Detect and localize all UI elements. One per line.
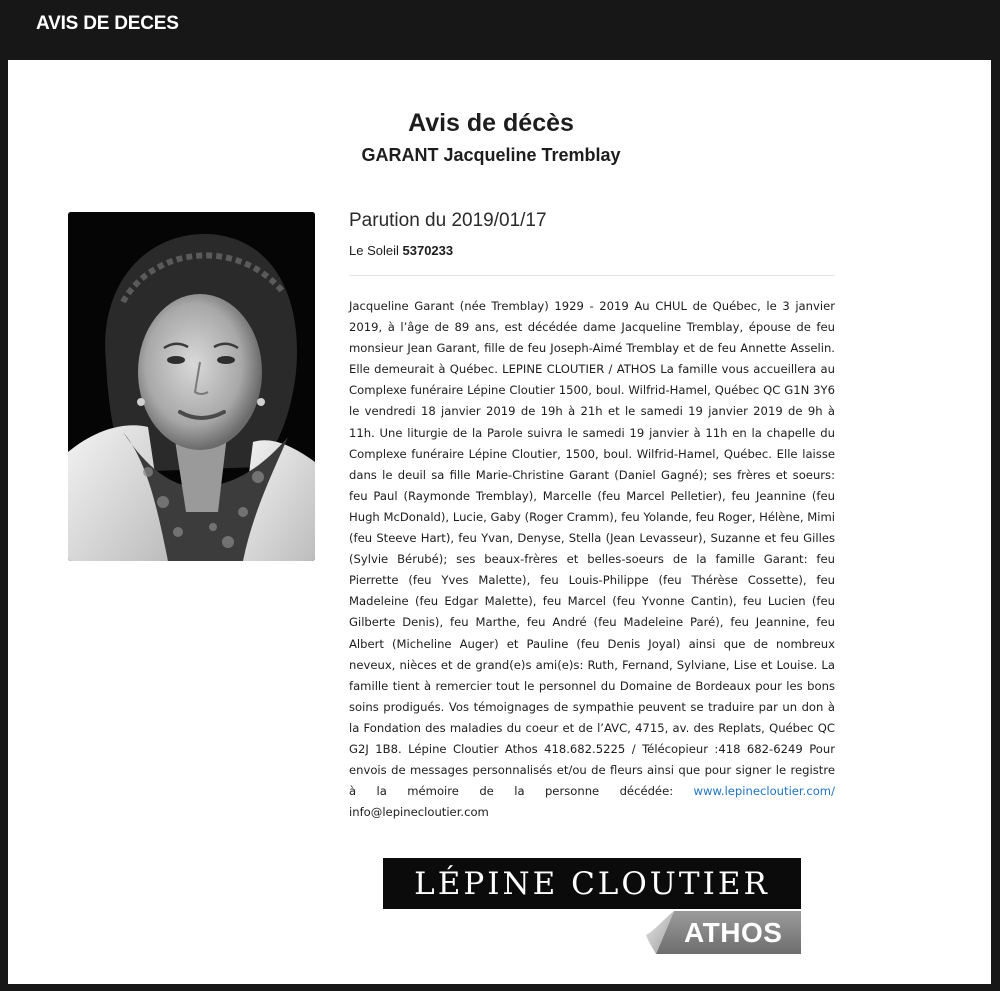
funeral-home-logo	[383, 858, 801, 909]
page-section-title: AVIS DE DECES	[36, 13, 179, 34]
notice-heading: Avis de décès	[408, 109, 574, 137]
contact-email: info@lepinecloutier.com	[349, 805, 489, 820]
athos-logo	[644, 911, 801, 954]
divider	[349, 275, 835, 276]
logo-brand: LÉPINE CLOUTIER	[414, 866, 770, 902]
website-link[interactable]: www.lepinecloutier.com/	[693, 784, 835, 799]
newspaper-source	[349, 243, 835, 258]
obituary-text	[349, 296, 835, 823]
deceased-name: GARANT Jacqueline Tremblay	[361, 145, 621, 165]
logo-sub-brand: ATHOS	[684, 917, 783, 948]
portrait-photo	[68, 212, 315, 561]
obituary-body: Jacqueline Garant (née Tremblay) 1929 - 2019 Au CHUL de Québec, le 3 janvier 2019, à l’âge de 89 ans, est décédée dame Jacqueline Tremblay, épouse de feu monsieur Jean Garant, fille de feu Joseph-Aimé Tremblay et de feu Annette Asselin. Elle demeurait à Québec. LEPINE CLOUTIER / ATHOS La famille vous accueillera au Complexe funéraire Lépine Cloutier 1500, boul. Wilfrid-Hamel, Québec QC G1N 3Y6 le vendredi 18 janvier 2019 de 19h à 21h et le samedi 19 janvier 2019 de 9h à 11h. Une liturgie de la Parole suivra le samedi 19 janvier à 11h en la chapelle du Complexe funéraire Lépine Cloutier, 1500, boul. Wilfrid-Hamel, Québec. Elle laisse dans le deuil sa fille Marie-Christine Garant (Daniel Gagné); ses frères et soeurs: feu Paul (Raymonde Tremblay), Marcelle (feu Marcel Pelletier), feu Jeannine (feu Hugh McDonald), Lucie, Gaby (Roger Cramm), feu Yolande, feu Roger, Hélène, Mimi (feu Steeve Hart), feu Yvan, Denyse, Stella (Jean Levasseur), Suzanne et feu Gilles (Sylvie Bérubé); ses beaux-frères et belles-soeurs de la famille Garant: feu Pierrette (feu Yves Malette), feu Louis-Philippe (feu Thérèse Cossette), feu Madeleine (feu Edgar Malette), feu Marcel (feu Yvonne Cantin), feu Lucien (feu Gilberte Denis), feu Marthe, feu André (feu Madeleine Paré), feu Jeannine, feu Albert (Micheline Auger) et Pauline (feu Denis Joyal) ainsi que de nombreux neveux, nièces et de grand(e)s ami(e)s: Ruth, Fernand, Sylviane, Lise et Louise. La famille tient à remercier tout le personnel du Domaine de Bordeaux pour les bons soins prodigués. Vos témoignages de sympathie peuvent se traduire par un don à la Fondation des maladies du coeur et de l’AVC, 4715, av. des Replats, Québec QC G2J 1B8. Lépine Cloutier Athos 418.682.5225 / Télécopieur :418 682-6249 Pour envois de messages personnalisés et/ou de fleurs ainsi que pour signer le registre à la mémoire de la personne décédée:	[349, 299, 835, 799]
newspaper-name: Le Soleil	[349, 243, 399, 258]
publication-meta	[349, 210, 835, 258]
notice-reference: 5370233	[402, 243, 454, 258]
top-bar	[0, 0, 1000, 60]
notice-panel	[8, 60, 991, 984]
publication-date: Parution du 2019/01/17	[349, 210, 547, 231]
